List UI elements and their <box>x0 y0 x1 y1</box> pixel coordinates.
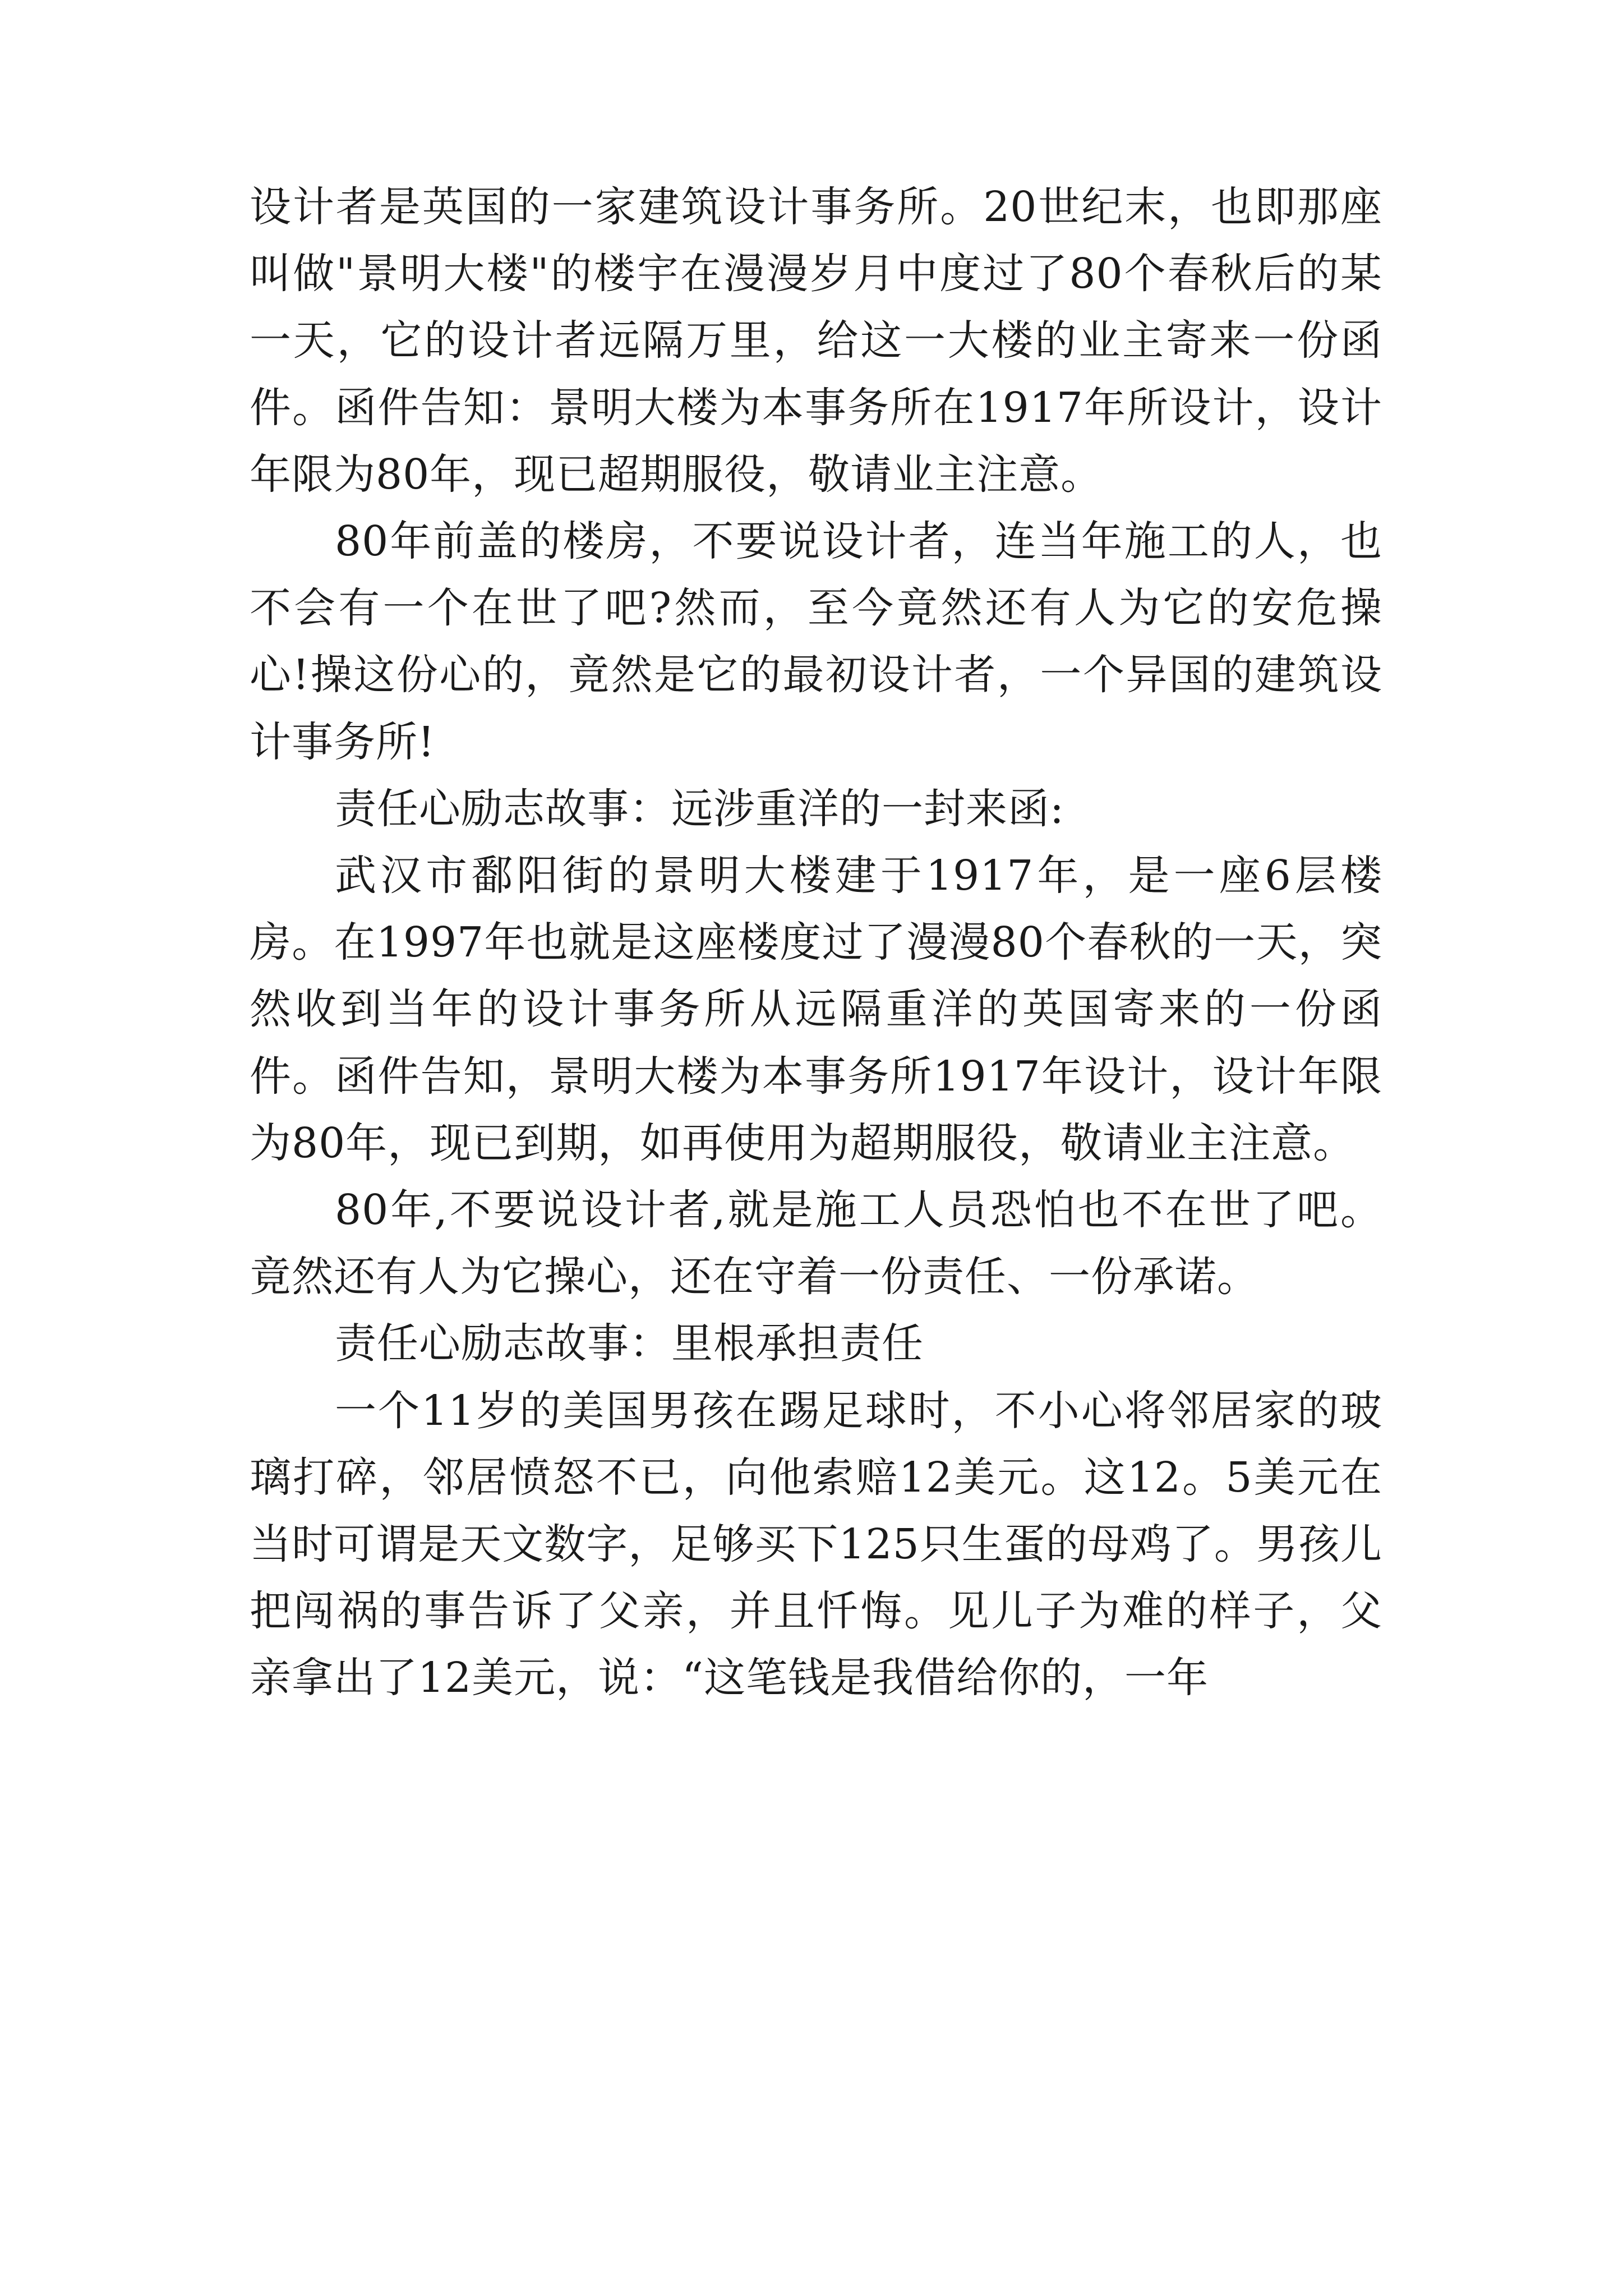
paragraph-1: 设计者是英国的一家建筑设计事务所。20世纪末，也即那座叫做"景明大楼"的楼宇在漫漫岁月中度过了80个春秋后的某一天，它的设计者远隔万里，给这一大楼的业主寄来一份函件。函件告知：景明大楼为本事务所在1917年所设计，设计年限为80年，现已超期服役，敬请业主注意。 <box>250 183 1382 499</box>
document-body <box>250 174 1382 1712</box>
section-heading-2: 责任心励志故事：里根承担责任 <box>335 1319 924 1368</box>
section-heading-1: 责任心励志故事：远涉重洋的一封来函: <box>335 784 1064 833</box>
paragraph-4: 80年,不要说设计者,就是施工人员恐怕也不在世了吧。竟然还有人为它操心，还在守着一份责任、一份承诺。 <box>250 1186 1382 1301</box>
paragraph-3: 武汉市鄱阳街的景明大楼建于1917年，是一座6层楼房。在1997年也就是这座楼度过了漫漫80个春秋的一天，突然收到当年的设计事务所从远隔重洋的英国寄来的一份函件。函件告知，景明大楼为本事务所1917年设计，设计年限为80年，现已到期，如再使用为超期服役，敬请业主注意。 <box>250 852 1382 1167</box>
paragraph-5: 一个11岁的美国男孩在踢足球时，不小心将邻居家的玻璃打碎，邻居愤怒不已，向他索赔12美元。这12。5美元在当时可谓是天文数字，足够买下125只生蛋的母鸡了。男孩儿把闯祸的事告诉了父亲，并且忏悔。见儿子为难的样子，父亲拿出了12美元，说：“这笔钱是我借给你的，一年 <box>250 1386 1382 1703</box>
paragraph-2: 80年前盖的楼房，不要说设计者，连当年施工的人，也不会有一个在世了吧?然而，至今竟然还有人为它的安危操心!操这份心的，竟然是它的最初设计者，一个异国的建筑设计事务所! <box>250 517 1382 766</box>
